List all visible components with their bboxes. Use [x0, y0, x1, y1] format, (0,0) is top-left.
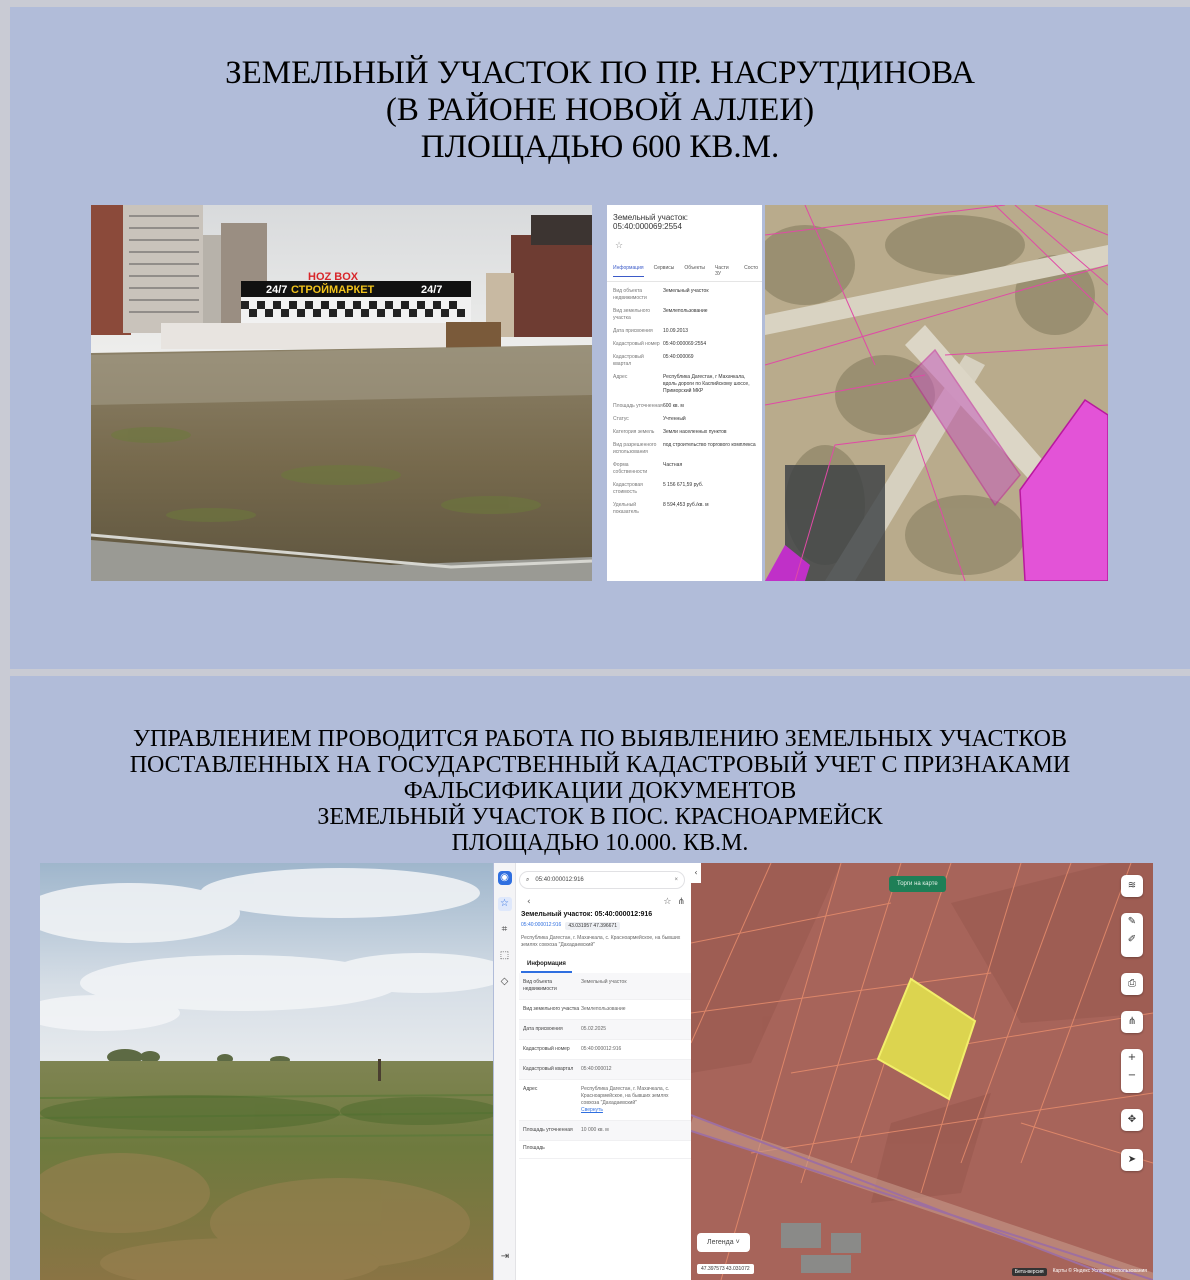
title-line: ПЛОЩАДЬЮ 600 КВ.М.	[420, 129, 780, 165]
tab-information[interactable]: Информация	[521, 957, 572, 973]
table-row	[519, 1080, 691, 1121]
cadastral-number-chip[interactable]: 05:40:000012:916	[521, 922, 562, 928]
zoom-in-icon[interactable]: +	[1127, 1052, 1137, 1063]
info-row-key: Вид земельного участка	[613, 308, 651, 321]
info-rows	[519, 973, 691, 1141]
info-row	[607, 308, 762, 322]
info-row-value: 10.09.2013	[663, 328, 689, 334]
info-row-value: Землепользование	[663, 308, 708, 314]
tab-state[interactable]: Состо	[744, 265, 758, 271]
info-row	[607, 462, 762, 476]
layers-icon[interactable]: ≋	[1121, 875, 1143, 897]
chevron-down-icon: ˅	[735, 1239, 740, 1246]
table-row	[519, 1000, 691, 1020]
sign-hours-right: 24/7	[421, 284, 443, 296]
street-photo-image	[91, 205, 592, 581]
info-row-key: Форма собственности	[613, 462, 648, 475]
row-value-text: Республика Дагестан, г. Махачкала, с. Красноармейское, на бывших землях совхоза "Дахадаевский"	[581, 1086, 670, 1106]
tab-parts[interactable]: Части ЗУ	[714, 265, 729, 277]
beta-badge: Бета-версия	[1012, 1268, 1047, 1276]
legend-label: Легенда	[707, 1239, 734, 1246]
app-logo-icon[interactable]: ◉	[498, 871, 512, 885]
star-icon[interactable]: ☆	[663, 897, 672, 907]
cadastral-info-card	[607, 205, 762, 581]
info-row	[607, 442, 762, 456]
legend-button[interactable]	[697, 1233, 750, 1252]
attribution-text[interactable]: Карты © Яндекс Условия использования	[1052, 1268, 1147, 1274]
back-arrow-icon[interactable]: ‹	[527, 897, 531, 907]
title-line: ЗЕМЕЛЬНЫЙ УЧАСТОК В ПОС. КРАСНОАРМЕЙСК	[317, 804, 883, 830]
info-row-value: Частная	[663, 462, 683, 468]
satellite-map-image	[765, 205, 1108, 581]
row-key: Вид объекта недвижимости	[523, 979, 557, 992]
table-row	[519, 1060, 691, 1080]
info-row-key: Адрес	[613, 374, 628, 380]
row-key: Площадь уточненная	[523, 1127, 573, 1133]
locate-icon[interactable]: ➤	[1121, 1149, 1143, 1171]
info-row-value: Земельный участок	[663, 288, 709, 294]
measure-tool-icon[interactable]: ⌗	[501, 924, 508, 935]
info-row-value: Республика Дагестан, г Махачкала, вдоль дороги по Каспийскому шоссе, Приморский МКР	[663, 374, 750, 394]
info-row-key: Кадастровая стоимость	[613, 482, 643, 495]
info-row	[607, 354, 762, 368]
title-line: ПОСТАВЛЕННЫХ НА ГОСУДАРСТВЕННЫЙ КАДАСТРОВЫЙ УЧЕТ С ПРИЗНАКАМИ	[129, 752, 1071, 778]
info-row-key: Вид разрешенного использования	[613, 442, 657, 455]
object-address: Республика Дагестан, г. Махачкала, с. Красноармейское, на бывших землях совхоза "Дахадаевский"	[521, 935, 681, 948]
row-key: Кадастровый номер	[523, 1046, 570, 1052]
sign-hours-left: 24/7	[266, 284, 288, 296]
draw-tools[interactable]	[1121, 913, 1143, 957]
info-row	[607, 403, 762, 410]
info-rows	[607, 282, 762, 516]
info-row	[607, 416, 762, 423]
info-row	[607, 374, 762, 395]
info-row-value: 600 кв. м	[663, 403, 684, 409]
row-value-text: 05:40:000012:916	[581, 1046, 622, 1052]
row-value	[581, 1026, 687, 1033]
pan-icon[interactable]: ✥	[1121, 1109, 1143, 1131]
row-value	[581, 1006, 687, 1013]
info-tabs	[607, 257, 762, 282]
slide-1-title	[10, 55, 1190, 166]
row-value	[581, 1046, 687, 1053]
title-line: (В РАЙОНЕ НОВОЙ АЛЛЕИ)	[385, 92, 815, 128]
search-input[interactable]	[519, 871, 685, 889]
row-value	[581, 979, 687, 993]
object-chips	[519, 920, 691, 932]
row-value	[581, 1086, 687, 1114]
info-row	[607, 328, 762, 335]
table-row	[519, 1141, 691, 1159]
table-row	[519, 973, 691, 1000]
info-row-value: под строительство торгового комплекса	[663, 442, 756, 448]
info-row-value: 8 594,453 руб./кв. м	[663, 502, 709, 508]
info-row	[607, 482, 762, 496]
satellite-map-image	[691, 863, 1153, 1280]
auction-on-map-button[interactable]: Торги на карте	[889, 876, 946, 892]
row-value-text: 05:40:000012	[581, 1066, 612, 1072]
slide-1	[10, 7, 1190, 669]
info-row-key: Кадастровый номер	[613, 341, 660, 347]
plot-photo-street	[91, 205, 592, 581]
tab-services[interactable]: Сервисы	[653, 265, 675, 271]
info-row-key: Площадь уточненная	[613, 403, 663, 409]
sign-store-name: СТРОЙМАРКЕТ	[291, 284, 375, 296]
info-row-key: Категория земель	[613, 429, 655, 435]
info-row-key: Дата присвоения	[613, 328, 653, 334]
collapse-address-link[interactable]: Свернуть	[581, 1107, 603, 1113]
info-row	[607, 502, 762, 516]
slide-2	[10, 676, 1190, 1280]
info-row-key: Кадастровый квартал	[613, 354, 644, 367]
plot-photo-field	[40, 863, 493, 1280]
info-row-key: Удельный показатель	[613, 502, 639, 515]
info-row-value: 05:40:000069:2554	[663, 341, 707, 347]
panel-nav	[519, 895, 691, 909]
cadastral-map-panel	[494, 863, 691, 1280]
panel-side-rail	[494, 863, 516, 1280]
info-row-value: Учтенный	[663, 416, 686, 422]
info-row-value: 05:40:000069	[663, 354, 694, 360]
row-key: Дата присвоения	[523, 1026, 563, 1032]
slide-2-title	[10, 726, 1190, 856]
collapse-panel-icon[interactable]: ‹	[691, 863, 701, 883]
share-icon[interactable]: ⋔	[1121, 1011, 1143, 1033]
info-row-value: Земли населенных пунктов	[663, 429, 727, 435]
info-row	[607, 341, 762, 348]
logout-icon[interactable]: ⇥	[500, 1251, 510, 1262]
title-line: ЗЕМЕЛЬНЫЙ УЧАСТОК ПО ПР. НАСРУТДИНОВА	[225, 55, 975, 91]
title-line: УПРАВЛЕНИЕМ ПРОВОДИТСЯ РАБОТА ПО ВЫЯВЛЕНИЮ ЗЕМЕЛЬНЫХ УЧАСТКОВ	[133, 726, 1067, 752]
tab-objects[interactable]: Объекты	[684, 265, 705, 271]
tab-information[interactable]: Информация	[613, 265, 644, 277]
favorite-star-icon[interactable]: ☆	[615, 241, 624, 251]
table-row	[519, 1040, 691, 1060]
title-line: ПЛОЩАДЬЮ 10.000. КВ.М.	[451, 830, 749, 856]
zoom-out-icon[interactable]: −	[1127, 1070, 1137, 1081]
row-value-text: 05.02.2025	[581, 1026, 607, 1032]
pencil-icon[interactable]: ✎	[1127, 916, 1137, 927]
info-row-key: Статус	[613, 416, 629, 422]
object-title: Земельный участок: 05:40:000012:916	[521, 911, 653, 918]
select-area-icon[interactable]: ⬚	[499, 950, 510, 961]
info-row-value: 5 156 671,59 руб.	[663, 482, 704, 488]
row-value-text: Землепользование	[581, 1006, 626, 1012]
edit-icon[interactable]: ✐	[1127, 934, 1137, 945]
row-key: Площадь	[523, 1145, 545, 1151]
satellite-map-plot-1[interactable]	[765, 205, 1108, 581]
zoom-controls[interactable]	[1121, 1049, 1143, 1093]
favorites-star-icon[interactable]: ☆	[498, 897, 512, 911]
info-row	[607, 288, 762, 302]
layers-icon[interactable]: ◇	[500, 976, 509, 987]
row-key: Адрес	[523, 1086, 538, 1092]
satellite-map-plot-2[interactable]	[691, 863, 1153, 1280]
share-icon[interactable]: ⋔	[677, 897, 685, 907]
print-icon[interactable]: ⎙	[1121, 973, 1143, 995]
table-row	[519, 1020, 691, 1040]
cursor-coordinates: 47.397573 43.031072	[697, 1264, 754, 1274]
panel-content	[519, 863, 691, 1280]
title-line: ФАЛЬСИФИКАЦИИ ДОКУМЕНТОВ	[403, 778, 797, 804]
info-card-title: Земельный участок: 05:40:000069:2554	[613, 213, 689, 231]
field-photo-image	[40, 863, 493, 1280]
row-key: Вид земельного участка	[523, 1006, 580, 1012]
info-row-key: Вид объекта недвижимости	[613, 288, 647, 301]
table-row	[519, 1121, 691, 1141]
sign-brand: HOZ BOX	[308, 271, 359, 283]
row-value-text: 10 000 кв. м	[581, 1127, 609, 1133]
clear-search-icon[interactable]: ×	[674, 877, 678, 883]
row-key: Кадастровый квартал	[523, 1066, 574, 1072]
row-value	[581, 1066, 687, 1073]
search-value: 05:40:000012:916	[535, 877, 584, 883]
map-attribution	[1012, 1268, 1147, 1276]
info-row	[607, 429, 762, 436]
coordinates-chip[interactable]: 43.031957 47.396671	[565, 922, 620, 930]
search-icon: ⌕	[526, 876, 530, 883]
row-value	[581, 1127, 687, 1134]
row-value-text: Земельный участок	[581, 979, 627, 985]
